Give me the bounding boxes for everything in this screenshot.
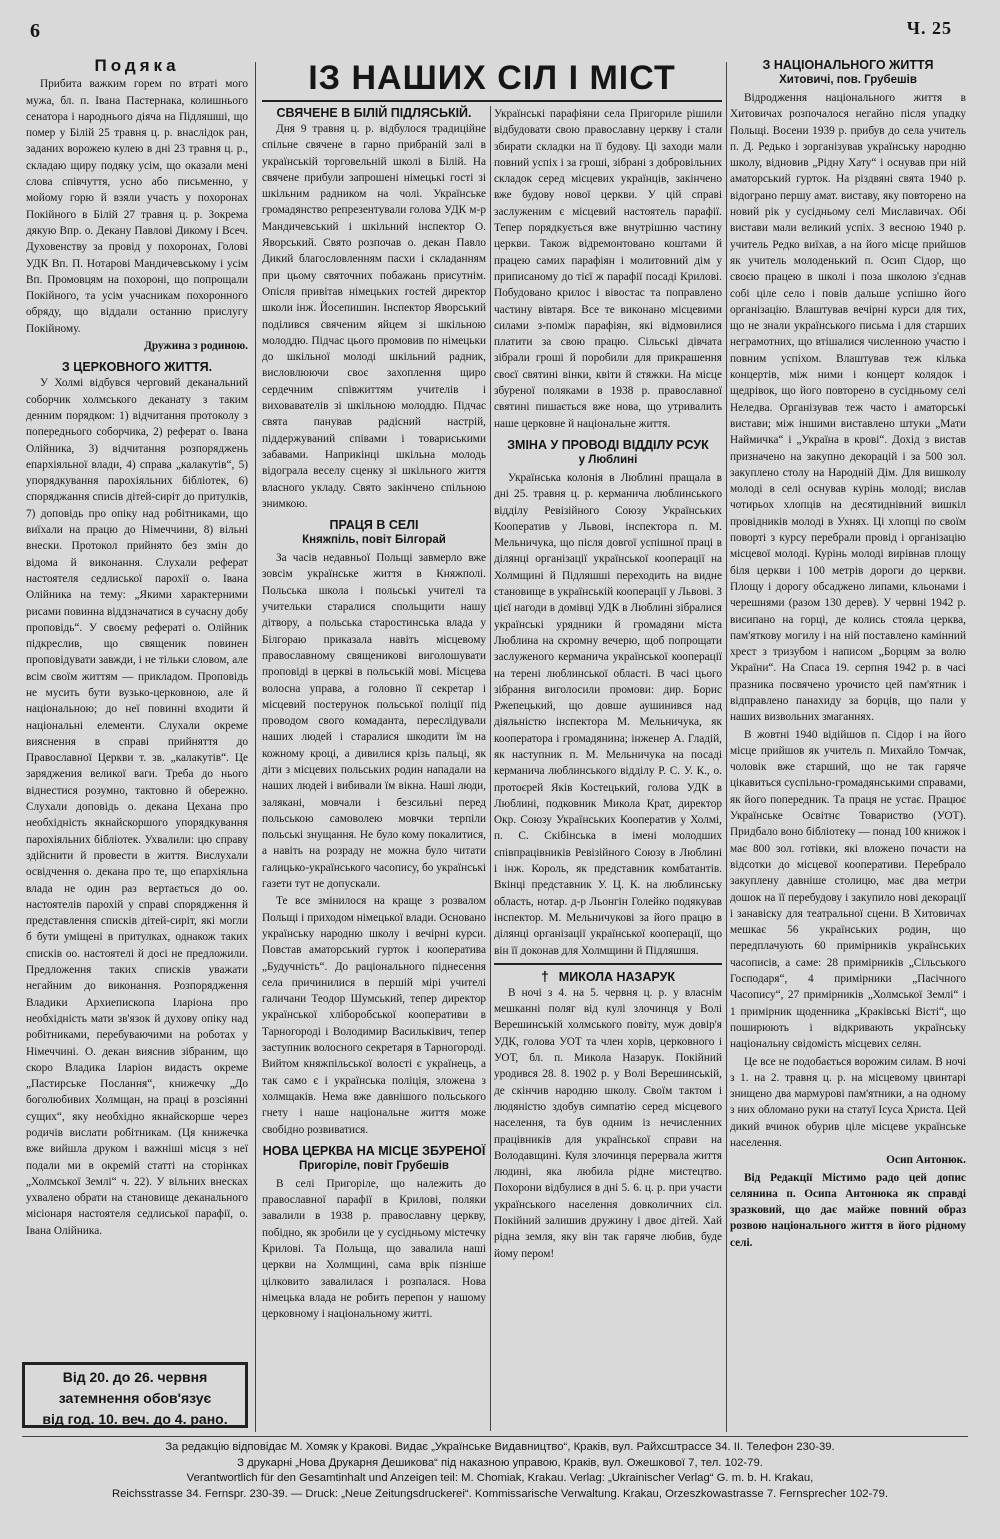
imprint-line: Reichsstrasse 34. Fernspr. 230-39. — Druck: „Neue Zeitungsdruckerei“. Kommissarische Verwaltung. Krakau, Orzeszkowastrasse 7. Fernsprecher 102-79. (111, 1487, 889, 1500)
column-rule (255, 62, 256, 1432)
issue-number: Ч. 25 (906, 18, 952, 38)
notice-line: затемнення обов'язує (58, 1390, 212, 1406)
page-number-left: 6 (30, 20, 40, 42)
article-title: З НАЦІОНАЛЬНОГО ЖИТТЯ (762, 58, 934, 72)
article-subtitle: Хитовичі, пов. Грубешів (779, 74, 917, 86)
article-text: За часів недавньої Польщі завмерло вже зовсім українське життя в Княжполі. Польська школа і польські учителі та учительки старалися спольщити нашу дітвору, а польська старостинська влада у Білгораю приказала навіть місцевому православному священикові виголошувати проповіді в церкві в польській мові. Місцева волосна управа, а головно її секретар і місцевий постерунок польської поліції під проводом свого комаданта, переслідували наших людей і старалися шкодити їм на кожному кроці, а дивилися крізь пальці, як діти з місцевих польських родин нападали на наших людей і вибивали їм вікна. Наші люди, залякані, мовчали і безсильні перед польською самоволею мовчки терпіли польські знущання. Не було кому покалитися, а навіть на розраду не можна було читати галицько-українського часопису, бо українські газети тут не допускали. (262, 552, 486, 891)
obituary-name: МИКОЛА НАЗАРУК (558, 969, 675, 984)
church-life-title: З ЦЕРКОВНОГО ЖИТТЯ. (61, 360, 213, 375)
footer-rule (22, 1436, 968, 1437)
article-text: Дня 9 травня ц. р. відбулося традиційне спільне свячене в гарно прибраній залі в українській торговельній школі в Білій. На свячене прибули запрошені німецькі гості зі шкільним радником на чолі. Українське громадянство репрезентували голова УДК м-р Мандичевський і шкільний інспектор О. Яворський. Свято розпочав о. декан Павло Дикий благословленням пасхи і складанням при цьому святочних побажань присутнім. Опісля привітав німецьких гостей директор школи інж. Йосепишин. Інспектор Яворський поділився свяченим яйцем зі шкільною молоддю. Підчас цього промовив по німецьки до шкільної молоді шкільний радник, висловлюючи своє захоплення щиро сердечним співжиттям учителів і виховавателів зі шкільною молоддю. Підчас свята панував радісний настрій, піддержуваний співами і товариськими забавами. Наприкінці шкільна молодь відограла веселу сценку зі шкільного життя власного укладу. Свято закінчено спільною знимкою. (262, 123, 486, 510)
editor-note: Від Редакції Містимо радо цей допис селянина п. Осипа Антонюка як справді зразковий, що дає майже повний образ розвою національного життя в його рідному селі. (730, 1171, 966, 1249)
notice-line: Від 20. до 26. червня (62, 1369, 208, 1385)
gratitude-text: Прибита важким горем по втраті мого мужа, бл. п. Івана Пастернака, колишнього сенатора і народнього діяча на Підляшші, що помер у Білій 25 травня ц. р. внаслідок ран, заданих ворожею кулею в дні 23 травня ц. р., складаю щиру подяку усім, що оказали мені слова співчуття, усно або письменно, у мойому горю й взяли участь у похоронах Покійного в Білій 27 травня ц. р. Зокрема дякую Впр. о. Декану Павлові Дикому і Всеч. Духовенству за провід у похоронах, Голові УДК Вп. П. Нотарові Мандичевському і усім Вп. Промовцям на похороні, що попрощали Покійного, та усім учасникам похоронного обряду, що віддали останню прислугу Покійному. (26, 78, 248, 335)
article-subtitle: Пригоріле, повіт Грубешів (299, 1159, 449, 1172)
article-text: Це все не подобається ворожим силам. В ночі з 1. на 2. травня ц. р. на місцевому цвинтарі знищено два мармурові пам'ятники, а на одному з них обломано руки на статуї Ісуса Христа. Цей дикий вчинок обурив ціле місцеве українське населення. (730, 1055, 966, 1149)
author-signature: Осип Антонюк. (886, 1154, 966, 1167)
notice-line: від год. 10. веч. до 4. рано. (42, 1411, 228, 1427)
church-life-text: У Холмі відбувся черговий деканальний соборчик холмського деканату з таким денним порядком: 1) відчитання протоколу з попереднього соборчика, 2) реферат о. Івана Олійника, 3) відчитання розпоряджень епархіяльної влади, 4) справа „калакутів“, 5) упорядкування парохіяльних бібліотек, 6) споряджання списів дітей-сиріт до притулків, 7) доповідь про опіку над робітниками, що виїхали на працю до Німеччини, 8) вільні внески. Протокол прийнято без змін до відома й виконання. Слухали реферат настоятеля седлиської парохії о. Івана Олійника на тему: „Якими характерними рисами повинна віддзначатися в сучасну добу проповідь“. У своєму рефераті о. Олійник підкреслив, що священик повинен проповідувати завжди, і не тільки словом, але всім своїм життям — прикладом. Проповідь не мусить бути вузько-церковною, але й національною; до неї повинні входити й національні елементи. Слухали окреме вияснення в справі прийняття до Православної Церкви т. зв. „калакутів“. Це заряджения великої ваги. Треба до нього віднестися розумно, тактовно й обережно. Слухали доповідь о. декана Цехана про необхідність якнайскоршого упорядкування парохіяльних бібліотек. Ухвалили: цю справу здійснити й провести в життя. Вислухали освідчення о. декана про те, що епархіяльна влада не один раз вертається до оо. настоятелів парохій у справі спорядження й представлення списків дітей-сиріт, які могли б бути уміщені в притулках, однакож таких списків оо. настоятелі й досі не предложили. Предложення таких списків уважати негайним до виконання. Розпорядження Владики Архиепископа Іларіона про необхідність мати зв'язок й духову опіку над робітниками, перебуваючими на роботах у Німеччині. О. декан вияснив зібраним, що скоро Владика Іларіон видасть окреме „Пастирське Послання“, книжечку „До боголюбивих Холмщан, на праці в розсіянні сущих“, яку необхідно якнайскорше через родичів вислати робітникам. (Ця книжечка вже вийшла друком і важніші місця з неї подали ми в окремій статті на сторінках „Холмської Землі“ ч. 22). У вільних внесках ухвалено обрати на становище деканального місіонаря настоятеля седлиської парафії, о. Івана Олійника. (26, 377, 248, 1237)
article-subtitle: Княжпіль, повіт Білгорай (302, 534, 446, 547)
gratitude-title: Подяка (94, 56, 180, 75)
column-rule (490, 106, 491, 1431)
imprint-line: За редакцію відповідає М. Хомяк у Кракові. Видає „Українське Видавництво“, Краків, вул. Райхсштрассе 34. II. Телефон 230-39. (165, 1441, 835, 1453)
article-text: В жовтні 1940 відійшов п. Сідор і на його місце прийшов як учитель п. Михайло Томчак, чоловік вже старший, що не так гаряче цікавиться суспільно-громадянськими справами, як його попередник. Та праця не устає. Працює Українське Освітнє Товариство (УОТ). Придбало воно бібліотеку — понад 100 книжок і має 800 зол. готівки, які вложено почасти на відсотки до місцевої кооперативи. Перебрало закуплену давніше столицю, має два метри дошок на її перебудову і закупило нові декорації і занавіску для театральної сцени. В Хитовичах мешкає 56 українських родин, що передплачують 60 примірників українських часописів, а саме: 28 примірників „Сільського Господаря“, 4 примірники „Пасічного Часопису“, 27 примірників „Холмської Землі“ і 1 примірник щоденника „Краківські Вісті“, що поширюють і відкривають українську національну свідомість місцевих селян. (730, 728, 966, 1051)
article-text: Те все змінилося на краще з розвалом Польщі і приходом німецької влади. Основано українську народню школу і вечірні курси. Повстав аматорський гурток і кооператива „Будучність“. До раціонального піднесення села причинилися в першій мірі учителі галичани Теодор Шумський, тепер директор української хліборобської кооперативи в Тарногороді і Володимир Васильківич, тепер заступник волосного секретаря в Тарногороді. Вийтом княжпільської волості є українець, а так само є і українська поліція, зложена з холмщаків. Нема вже давнішого польського гнету і наше національне життя може свобідно розвиватися. (262, 895, 486, 1136)
article-title: ЗМІНА У ПРОВОДІ ВІДДІЛУ РСУК (507, 437, 709, 452)
column-3 (494, 106, 722, 1263)
column-2 (262, 106, 486, 1323)
article-title: СВЯЧЕНЕ В БІЛІЙ ПІДЛЯСЬКІЙ. (276, 106, 472, 120)
article-text: Відродження національного життя в Хитовичах розпочалося негайно після упадку Польщі. Восени 1939 р. прибув до села учитель п. Д. Редько і зорганізував українську народню школу, відновив „Рідну Хату“ і оснував при ній аматорський гурток. На різдвяні свята 1940 р. відограно першу амат. виставу, яку повторено на новий рік у сусідньому селі Миславичах. Обі вистави мали великий успіх. З весною 1940 р. учитель Редко виїхав, а на його місце прийшов як учитель молоденький п. Осип Сідор, що своєю працею в школі і поза школою з'єднав собі ціле село і повів дальше успішно його організацію. Влаштував вечірні курси для тих, що не знали українського письма і для старших неграмотних, що втішалися численною участю і повним успіхом. Влаштував теж кілька концертів, між ними і концерт колядок і щедрівок, що його повторено в сусідньому селі Неледва. Організував теж часто і аматорські вистави; між іншими виставлено штуки „Мати Наймичка“ і „Україна в крові“. Дохід з вистав призначено на закупно декорацій і за 500 зол. закуплено столу на Народній Дім. Для вишколу молоді в селі оснував курінь молоді; вислав чотирьох хлопців на десятиднівний вишкіл провідників молоді в Ухнях. Ці хлопці по своїм поворті з курсу перебрали провід і організацію місцевої молоді. Курінь молоді вирівнав площу біля церкви і 100 метрів дороги до церкви. Площу і дорогу обсаджено липами, кльонами і черешнями (разом 130 дерев). У червні 1942 р. висипано на горці, де колись стояла церква, пам'яткову могилу і на ній поставлено камінний хрест з тризубом і написом „Борцям за волю України“. На Спаса 19. серпня 1942 р. в часі празника посвячено урочисто цей пам'ятник і відправлено панахиду за борців, що пали у наших визвольних змаганнях. (730, 92, 966, 724)
obituary-text: В ночі з 4. на 5. червня ц. р. у власнім мешканні поляг від кулі злочинця у Волі Верешинській холмського повіту, муж довір'я УДК, голова УОТ та член хорів, церковного і УОТ, бл. п. Микола Назарук. Покійний уродився 28. 8. 1902 р. у Волі Верешинській, де скінчив народню школу. Своїм тактом і людяністю здобув симпатію серед місцевого населення, та був одним із нечисленних працівників для української справи на Володавщині. Куля злочинця перервала життя людині, яка любила рідне мистецтво. Похорони відбулися в дні 5. 6. ц. р. при участи українського населення довколичних сіл. Покійний залишив дружину і двоє дітей. Хай рідна земля, яку він так гаряче любив, буде йому пером! (494, 986, 722, 1260)
column-rule (726, 62, 727, 1432)
obituary-title (494, 969, 722, 985)
cross-icon: † (541, 967, 549, 984)
article-title: НОВА ЦЕРКВА НА МІСЦЕ ЗБУРЕНОЇ (262, 1143, 486, 1158)
section-masthead: ІЗ НАШИХ СІЛ І МІСТ (262, 56, 722, 102)
imprint-footer (30, 1440, 970, 1502)
imprint-line: Verantwortlich für den Gesamtinhalt und Anzeigen teil: M. Chomiak, Krakau. Verlag: „Ukrainischer Verlag“ G. m. b. H. Krakau, (186, 1472, 814, 1484)
article-text: Українські парафіяни села Пригориле рішили відбудовати свою православну церкву і стали збирати складки на її будову. Ці заходи мали повний успіх і за гроші, зібрані з добровільних складок серед місцевих українців, закінчено вже будову нової церкви. У цій справі заслуженим є місцевий настоятель парафії. Тепер порядкується вже внутрішню частину церкви. Також відремонтовано коштами й працею самих парафіян і молитовний дім у приписаному до тієї ж парафії посаді Крилові. Побудовано крилос і вівостас та поправлено частину вівтаря. Все те виконано місцевими силами з-поміж парафіян, які відмовилися платити за свою працю. Сільські дівчата зібрали гроші й поробили для прикрашення своєї святині вінки, квіти й стяжки. На місце збуреної поляками в 1938 р. православної святині пишається вже нова, що утривалить наше церковне й національне життя. (494, 108, 722, 430)
article-subtitle: у Люблині (578, 453, 638, 466)
gratitude-signature: Дружина з родиною. (144, 340, 248, 353)
article-title: ПРАЦЯ В СЕЛІ (329, 518, 419, 533)
article-text: В селі Пригоріле, що належить до православної парафії в Крилові, поляки завалили в 1938 р. православну церкву, побідно, як зробили це у сусідньому містечку Крилові. Та Польща, що завалила наші церкви на Холмщині, сама врік пізніше цілковито завалилася і розпалася. Нова німецька влада не робить перепон у нашому церковному і національному житті. (262, 1177, 486, 1321)
column-1 (26, 58, 248, 1240)
blackout-notice (22, 1362, 248, 1428)
article-text: Українська колонія в Люблині пращала в дні 25. травня ц. р. керманича люблинського відділу Ревізійного Союзу Українських Кооператив у Львові, інспектора п. М. Мельничука, що після довгої успішної праці в ділянці організації української кооперації на Холмщині й Підляшші переходить на видне становище в українській кооперації у Львові. З цієї нагоди в домівці УДК в Люблині зібралися українські урядники й громадяни міста Люблина на скромну вечерю, щоб попрощати заслуженого керманича української кооперації на терені люблинської області. В часі цього зібрання виголосили промови: дир. Борис Ржепецький, що довше аушинився над діяльністю інспектора М. Мельничука, як кооператора і громадянина; інженер А. Гладій, як наступник п. М. Мельничука на посаді керманича люблинського відділу Р. С. У. К., о. протоєрей Яків Костецький, голова УДК в Люблині, подковник Микола Крат, директор Окр. Союзу Українських Кооператив у Холмі, п. С. Скібінська в імені молодших співпрацівників Ревізійного Союзу в Люблині і інж. Король, як представник комбатантів. Вкінці представник У. Ц. К. на люблинську область, нотар. д-р Льонгін Голейко подякував інспектор. М. Мельничукові за його працю в ділянці організації української кооперації, що він її доконав для Холмщини й Підляшшя. (494, 471, 722, 957)
column-4 (730, 58, 966, 1252)
imprint-line: З друкарні „Нова Друкарня Дешикова“ під наказною управою, Краків, вул. Ожешкової 7, тел. 102-79. (237, 1456, 763, 1469)
obituary-divider (494, 963, 722, 967)
